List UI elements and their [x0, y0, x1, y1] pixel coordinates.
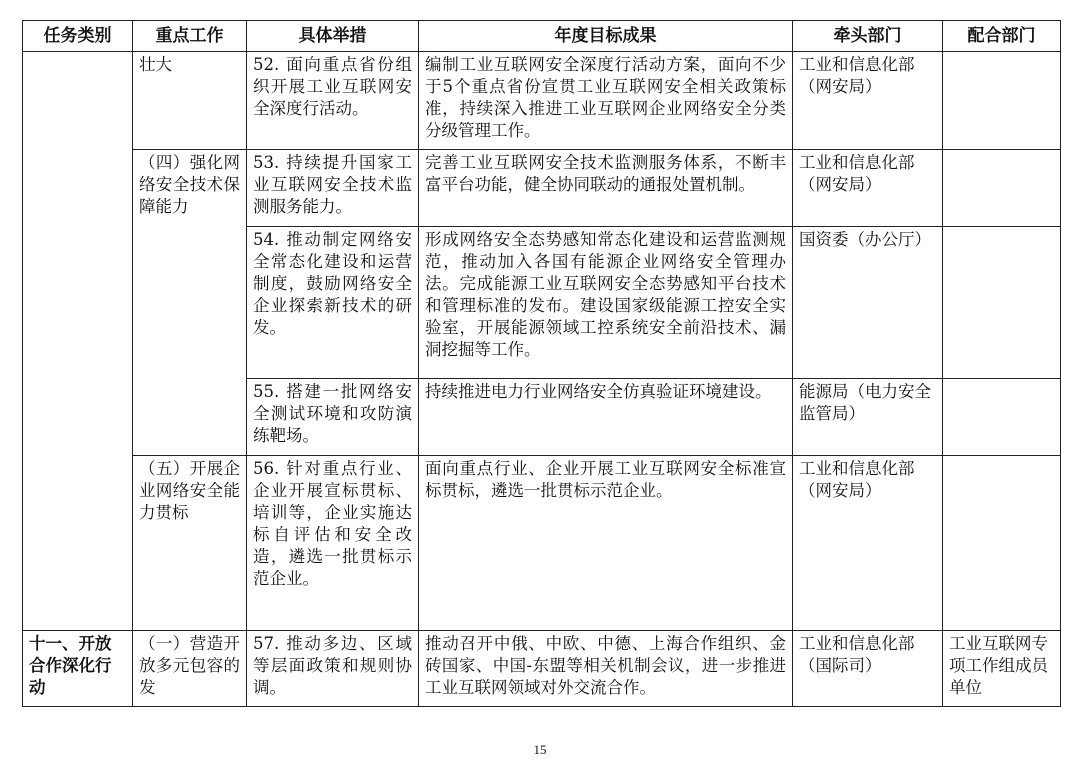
task-category-cell: 十一、开放合作深化行动	[23, 631, 133, 707]
measure-cell: 55. 搭建一批网络安全测试环境和攻防演练靶场。	[247, 379, 419, 456]
key-work-cell: （一）营造开放多元包容的发	[133, 631, 247, 707]
key-work-cell: （四）强化网络安全技术保障能力	[133, 150, 247, 456]
table-row	[23, 631, 1061, 707]
support-department-cell	[943, 150, 1061, 227]
target-cell: 面向重点行业、企业开展工业互联网安全标准宣标贯标，遴选一批贯标示范企业。	[419, 456, 793, 631]
target-cell: 完善工业互联网安全技术监测服务体系，不断丰富平台功能，健全协同联动的通报处置机制。	[419, 150, 793, 227]
support-department-cell: 工业互联网专项工作组成员单位	[943, 631, 1061, 707]
lead-department-cell: 能源局（电力安全监管局）	[793, 379, 943, 456]
action-plan-table	[22, 20, 1061, 707]
header-annual-target: 年度目标成果	[419, 21, 793, 52]
support-department-cell	[943, 379, 1061, 456]
header-lead-department: 牵头部门	[793, 21, 943, 52]
table-row	[23, 150, 1061, 227]
support-department-cell	[943, 227, 1061, 379]
page-number: 15	[533, 742, 547, 757]
key-work-cell: （五）开展企业网络安全能力贯标	[133, 456, 247, 631]
header-key-work: 重点工作	[133, 21, 247, 52]
lead-department-cell: 工业和信息化部（网安局）	[793, 150, 943, 227]
lead-department-cell: 国资委（办公厅）	[793, 227, 943, 379]
support-department-cell	[943, 52, 1061, 150]
support-department-cell	[943, 456, 1061, 631]
target-cell: 持续推进电力行业网络安全仿真验证环境建设。	[419, 379, 793, 456]
measure-cell: 56. 针对重点行业、企业开展宣标贯标、培训等，企业实施达标自评估和安全改造，遴选一批贯标示范企业。	[247, 456, 419, 631]
lead-department-cell: 工业和信息化部（网安局）	[793, 456, 943, 631]
target-cell: 编制工业互联网安全深度行活动方案，面向不少于5个重点省份宣贯工业互联网安全相关政策标准，持续深入推进工业互联网企业网络安全分类分级管理工作。	[419, 52, 793, 150]
key-work-cell: 壮大	[133, 52, 247, 150]
lead-department-cell: 工业和信息化部（网安局）	[793, 52, 943, 150]
header-task-category: 任务类别	[23, 21, 133, 52]
target-cell: 推动召开中俄、中欧、中德、上海合作组织、金砖国家、中国-东盟等相关机制会议，进一步推进工业互联网领域对外交流合作。	[419, 631, 793, 707]
table-row	[23, 52, 1061, 150]
measure-cell: 53. 持续提升国家工业互联网安全技术监测服务能力。	[247, 150, 419, 227]
header-support-department: 配合部门	[943, 21, 1061, 52]
header-specific-measures: 具体举措	[247, 21, 419, 52]
measure-cell: 57. 推动多边、区域等层面政策和规则协调。	[247, 631, 419, 707]
lead-department-cell: 工业和信息化部（国际司）	[793, 631, 943, 707]
measure-cell: 54. 推动制定网络安全常态化建设和运营制度，鼓励网络安全企业探索新技术的研发。	[247, 227, 419, 379]
measure-cell: 52. 面向重点省份组织开展工业互联网安全深度行活动。	[247, 52, 419, 150]
task-category-cell	[23, 52, 133, 631]
table-row	[23, 456, 1061, 631]
target-cell: 形成网络安全态势感知常态化建设和运营监测规范，推动加入各国有能源企业网络安全管理办法。完成能源工业互联网安全态势感知平台技术和管理标准的发布。建设国家级能源工控安全实验室，开展能源领域工控系统安全前沿技术、漏洞挖掘等工作。	[419, 227, 793, 379]
table-header-row	[23, 21, 1061, 52]
